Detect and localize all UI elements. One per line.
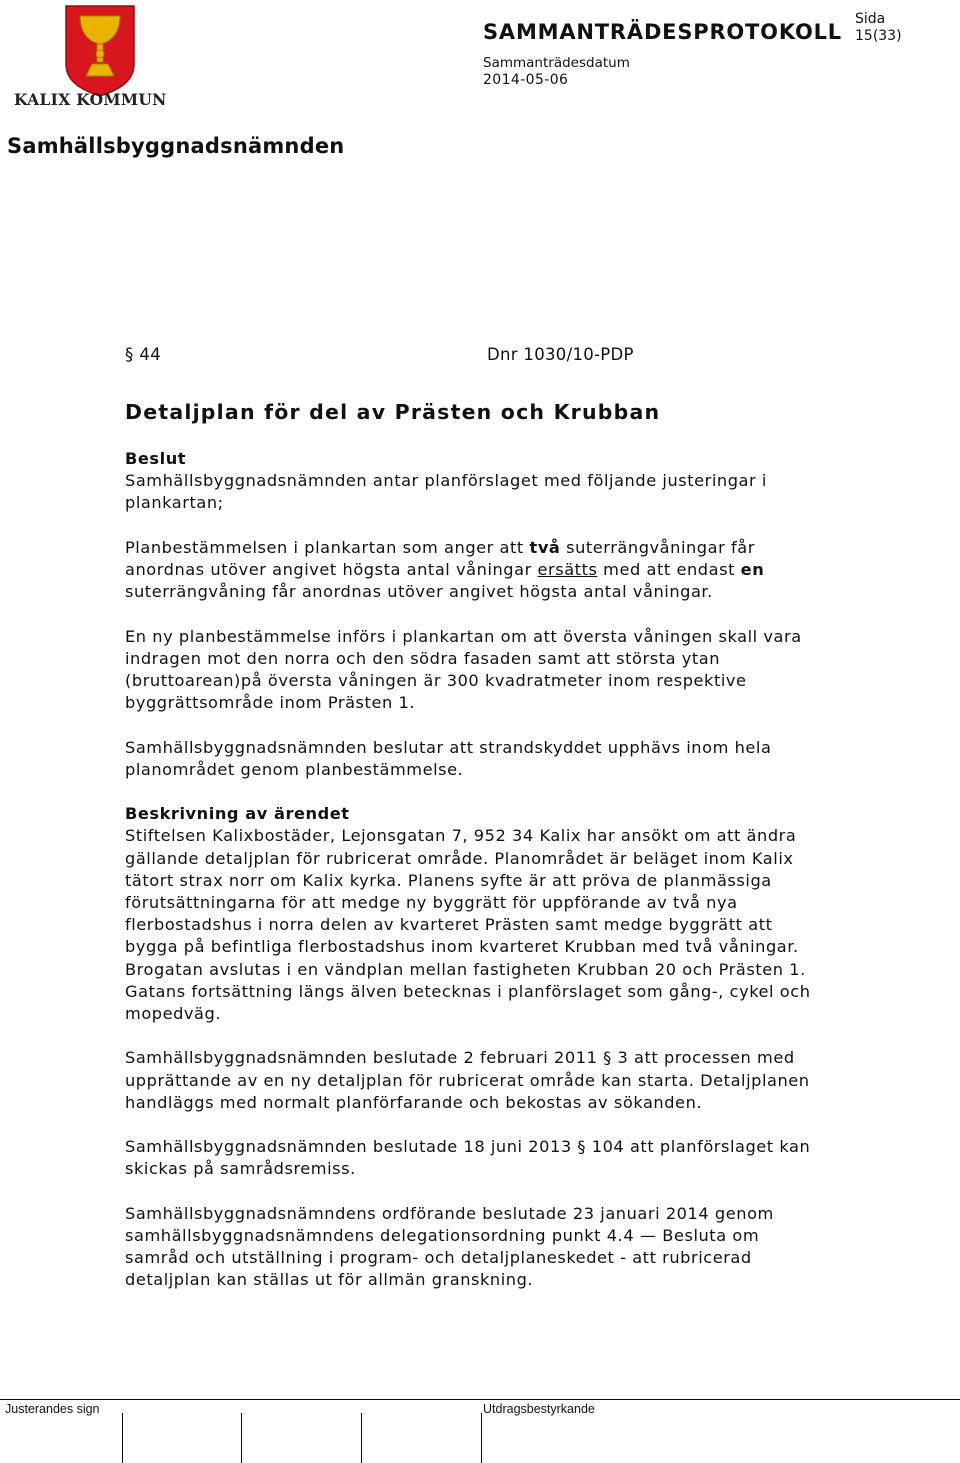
- beskrivning-paragraph-4: Samhällsbyggnadsnämndens ordförande beslutade 23 januari 2014 genom samhällsbyggnadsnämndens delegationsordning punkt 4.4 — Besluta om samråd och utställning i program- och detaljplaneskedet - att rubricerad detaljplan kan ställas ut för allmän granskning.: [125, 1203, 774, 1290]
- utdragsbestyrkande-label: Utdragsbestyrkande: [483, 1402, 595, 1416]
- dnr-reference: Dnr 1030/10-PDP: [487, 345, 634, 364]
- document-body: [125, 448, 825, 1292]
- meeting-date-label: Sammanträdesdatum: [483, 55, 630, 71]
- page-label: Sida: [855, 11, 886, 27]
- paragraph-number: [125, 345, 161, 364]
- item-title: Detaljplan för del av Prästen och Krubban: [125, 400, 661, 424]
- beslut-paragraph-4: Samhällsbyggnadsnämnden beslutar att strandskyddet upphävs inom hela planområdet genom planbestämmelse.: [125, 737, 772, 779]
- signature-divider: [241, 1413, 242, 1463]
- footer-divider: [0, 1399, 960, 1400]
- meeting-date: 2014-05-06: [483, 72, 569, 88]
- beskrivning-paragraph-1: Stiftelsen Kalixbostäder, Lejonsgatan 7, 952 34 Kalix har ansökt om att ändra gällande detaljplan för rubricerat område. Planområdet är beläget inom Kalix tätort strax norr om Kalix kyrka. Planens syfte är att pröva de planmässiga förutsättningarna för att medge ny byggrätt för uppförande av två nya flerbostadshus i norra delen av kvarteret Prästen samt medge byggrätt att bygga på befintliga flerbostadshus inom kvarteret Krubban med två våningar. Brogatan avslutas i en vändplan mellan fastigheten Krubban 20 och Prästen 1. Gatans fortsättning längs älven betecknas i planförslaget som gång-, cykel och mopedväg.: [125, 826, 811, 1024]
- document-title: SAMMANTRÄDESPROTOKOLL: [483, 20, 842, 44]
- justerandes-sign-label: Justerandes sign: [5, 1402, 100, 1416]
- beslut-paragraph-2: Planbestämmelsen i plankartan som anger att två suterrängvåningar får anordnas utöver angivet högsta antal våningar ersätts med att endast en suterrängvåning får anordnas utöver angivet högsta antal våningar.: [125, 537, 765, 602]
- logo-text: KALIX KOMMUN: [14, 90, 167, 109]
- beskrivning-paragraph-2: Samhällsbyggnadsnämnden beslutade 2 februari 2011 § 3 att processen med upprättande av en ny detaljplan för rubricerat område kan starta. Detaljplanen handläggs med normalt planförfarande och bekostas av sökanden.: [125, 1048, 810, 1112]
- page-number: 15(33): [855, 28, 902, 44]
- signature-divider: [481, 1413, 482, 1463]
- beslut-paragraph-3: En ny planbestämmelse införs i plankartan om att översta våningen skall vara indragen mot den norra och den södra fasaden samt att största ytan (bruttoarean)på översta våningen är 300 kvadratmeter inom respektive byggrättsområde inom Prästen 1.: [125, 626, 802, 713]
- beslut-heading: Beslut: [125, 449, 187, 468]
- signature-divider: [361, 1413, 362, 1463]
- paragraph-symbol: §: [125, 345, 134, 364]
- beslut-paragraph-1: Samhällsbyggnadsnämnden antar planförslaget med följande justeringar i plankartan;: [125, 471, 767, 513]
- beskrivning-paragraph-3: Samhällsbyggnadsnämnden beslutade 18 juni 2013 § 104 att planförslaget kan skickas på samrådsremiss.: [125, 1137, 811, 1179]
- paragraph-value: 44: [139, 345, 162, 364]
- committee-name: Samhällsbyggnadsnämnden: [7, 134, 345, 158]
- signature-divider: [122, 1413, 123, 1463]
- beskrivning-heading: Beskrivning av ärendet: [125, 804, 350, 824]
